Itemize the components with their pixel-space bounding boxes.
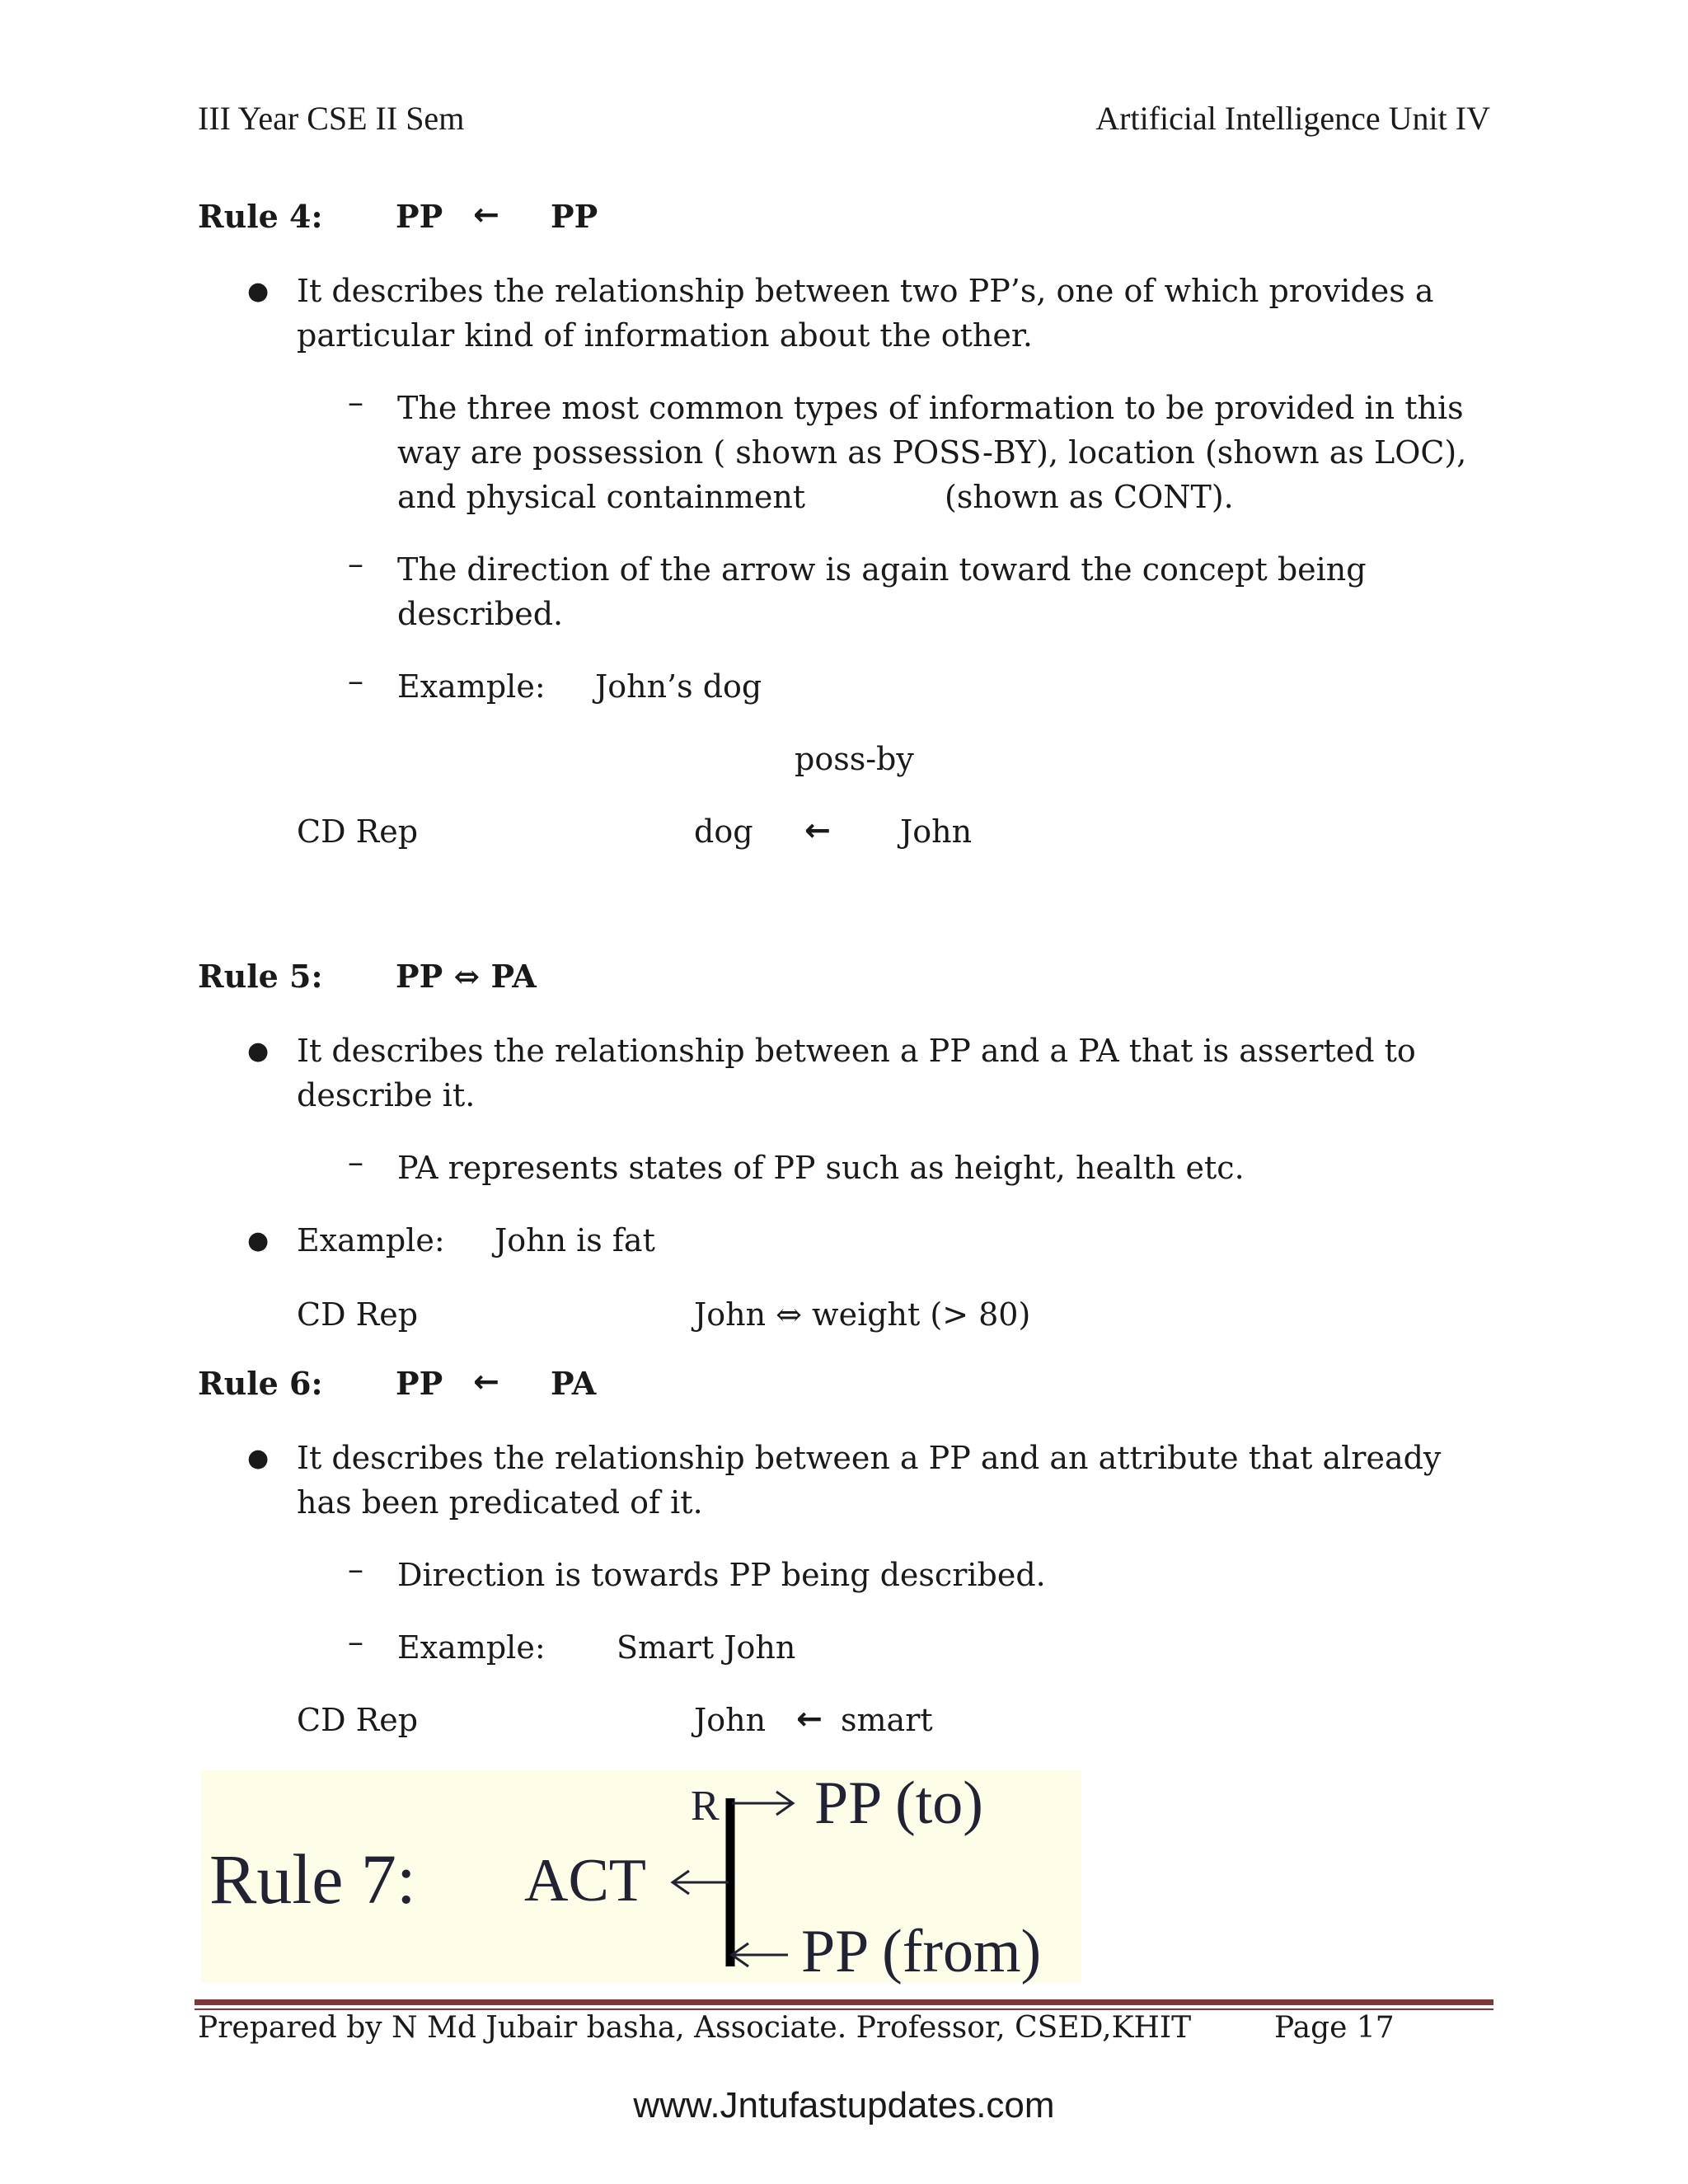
rule6-cd-arrow-icon: ← [796, 1700, 823, 1736]
rule5-dash1: PA represents states of PP such as height, health etc. [397, 1150, 1245, 1186]
rule4-bullet: It describes the relationship between two PP’s, one of which provides a [297, 273, 1434, 309]
rule4-cd-right: John [900, 813, 973, 850]
rule4-example-label: Example: [397, 668, 546, 705]
rule6-dash1: Direction is towards PP being described. [397, 1557, 1046, 1593]
footer-site-link[interactable]: www.Jntufastupdates.com [633, 2085, 1055, 2125]
rule6-cd-left: John [694, 1702, 767, 1738]
rule5-cd-expr: John ⇔ weight (> 80) [694, 1296, 1031, 1333]
bullet-icon: ● [247, 277, 270, 306]
rule4-example-text: John’s dog [595, 668, 762, 705]
dash-icon: – [348, 546, 363, 582]
bullet-icon: ● [247, 1444, 270, 1473]
header-left: III Year CSE II Sem [198, 100, 465, 137]
rule5-example-text: John is fat [495, 1222, 655, 1258]
rule7-label: Rule 7: [209, 1840, 416, 1919]
footer-prepared: Prepared by N Md Jubair basha, Associate. Professor, CSED,KHIT [198, 2011, 1192, 2045]
rule4-dash2-line1: The direction of the arrow is again toward the concept being [397, 551, 1367, 588]
rule6-left: PP [396, 1365, 443, 1402]
rule7-figure [201, 1770, 1081, 1983]
rule6-cd-right: smart [841, 1702, 933, 1738]
rule6-arrow-icon: ← [473, 1363, 499, 1399]
rule7-to: PP (to) [814, 1769, 983, 1837]
rule5-cd-label: CD Rep [297, 1296, 419, 1333]
rule7-from: PP (from) [801, 1918, 1042, 1985]
dash-icon: – [348, 663, 363, 699]
rule4-bullet-cont: particular kind of information about the other. [297, 317, 1033, 354]
dash-icon: – [348, 1551, 363, 1587]
rule4-dash1-line2: way are possession ( shown as POSS-BY), location (shown as LOC), [397, 434, 1467, 471]
rule7-r: R [691, 1783, 720, 1830]
dash-icon: – [348, 1144, 363, 1180]
rule6-example-text: Smart John [617, 1629, 796, 1666]
rule4-cd-left: dog [694, 813, 753, 850]
rule4-cd-label: CD Rep [297, 813, 419, 850]
rule4-dash2-line2: described. [397, 596, 564, 632]
rule6-cd-label: CD Rep [297, 1702, 419, 1738]
dash-icon: – [348, 384, 363, 420]
rule4-cd-arrow-icon: ← [804, 812, 831, 848]
rule4-left: PP [396, 198, 443, 235]
rule6-label: Rule 6: [198, 1365, 323, 1402]
footer-page: Page 17 [1274, 2011, 1395, 2045]
rule5-bullet-cont: describe it. [297, 1077, 476, 1113]
rule7-act: ACT [524, 1847, 646, 1915]
bullet-icon: ● [247, 1037, 270, 1066]
footer-rule-thin [195, 2008, 1493, 2010]
rule4-poss-label: poss-by [795, 741, 914, 777]
rule4-right: PP [551, 198, 598, 235]
footer-rule-thick [195, 1999, 1493, 2005]
dash-icon: – [348, 1624, 363, 1660]
rule5-example-label: Example: [297, 1222, 445, 1258]
rule6-right: PA [551, 1365, 597, 1402]
rule6-bullet-cont: has been predicated of it. [297, 1484, 703, 1521]
rule5-bullet: It describes the relationship between a PP and a PA that is asserted to [297, 1033, 1416, 1069]
rule4-dash1-line3b: (shown as CONT). [945, 479, 1234, 515]
header-right: Artificial Intelligence Unit IV [1095, 100, 1490, 137]
rule7-arrows [201, 1770, 1081, 1983]
rule4-arrow-icon: ← [473, 196, 499, 232]
rule4-dash1-line1: The three most common types of information to be provided in this [397, 390, 1464, 426]
rule4-label: Rule 4: [198, 198, 323, 235]
rule5-label: Rule 5: [198, 958, 323, 995]
bullet-icon: ● [247, 1226, 270, 1255]
rule6-example-label: Example: [397, 1629, 546, 1666]
rule6-bullet: It describes the relationship between a PP and an attribute that already [297, 1440, 1442, 1476]
rule5-expr: PP ⇔ PA [396, 958, 537, 995]
rule4-dash1-line3a: and physical containment [397, 479, 806, 515]
